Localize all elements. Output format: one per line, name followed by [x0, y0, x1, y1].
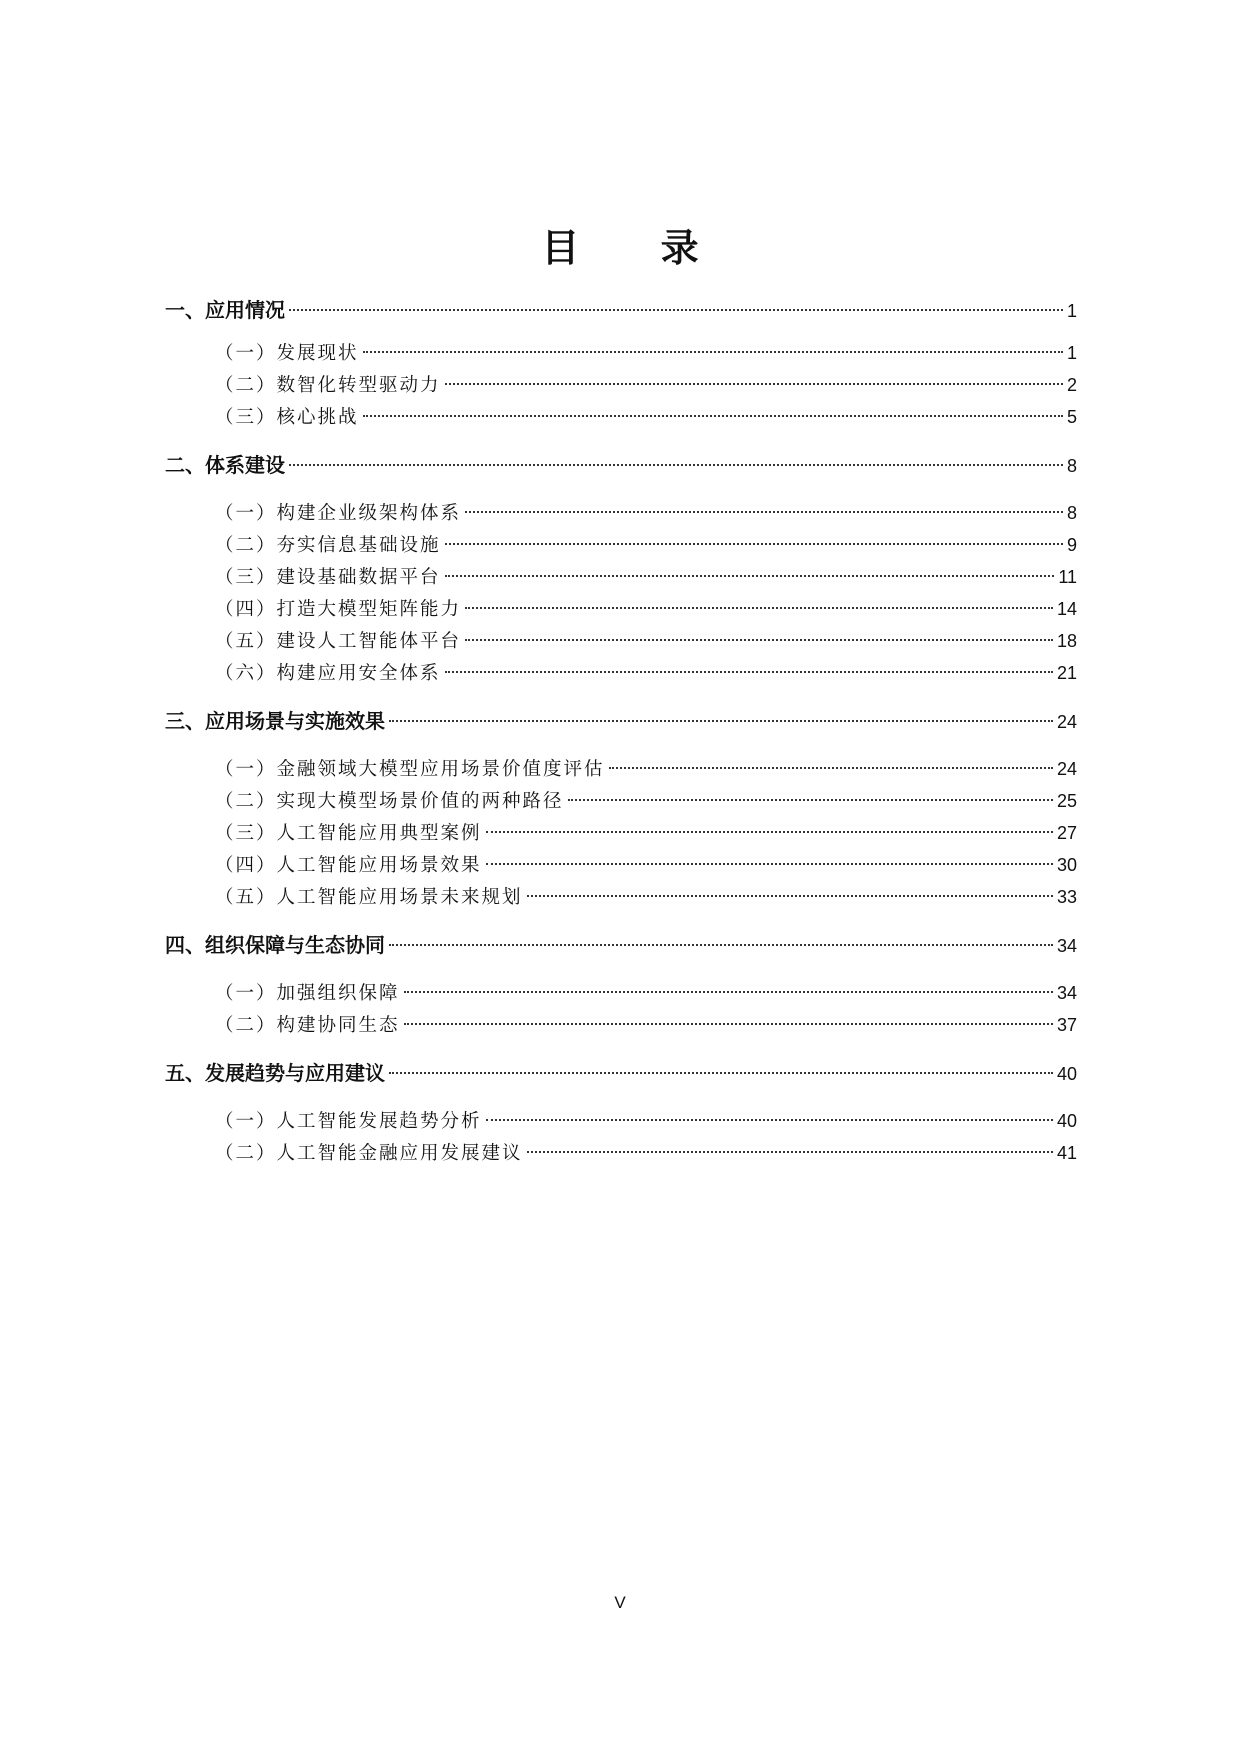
toc-section-5-2[interactable]	[215, 1139, 1077, 1167]
toc-chapter-4[interactable]	[165, 931, 1077, 959]
toc-entry-label: （二）夯实信息基础设施	[215, 535, 441, 556]
toc-entry-label: 二、体系建设	[165, 453, 285, 477]
toc-page-number: 40	[1056, 1064, 1077, 1084]
toc-dot-leader	[363, 351, 1063, 353]
toc-dot-leader	[527, 895, 1053, 897]
toc-section-2-2[interactable]	[215, 531, 1077, 559]
toc-page-number: 21	[1056, 663, 1077, 683]
toc-dot-leader	[486, 831, 1053, 833]
page-title: 目 录	[541, 226, 733, 270]
toc-page-number: 8	[1066, 503, 1077, 523]
toc-chapter-2[interactable]	[165, 451, 1077, 479]
toc-dot-leader	[289, 309, 1063, 311]
toc-dot-leader	[568, 799, 1053, 801]
toc-page-number: 33	[1056, 887, 1077, 907]
toc-page-number: 1	[1066, 343, 1077, 363]
toc-entry-label: （四）人工智能应用场景效果	[215, 855, 482, 876]
toc-page-number: 41	[1056, 1143, 1077, 1163]
toc-dot-leader	[465, 607, 1053, 609]
toc-page-number: 27	[1056, 823, 1077, 843]
toc-entry-label: （三）人工智能应用典型案例	[215, 823, 482, 844]
toc-page-number: 11	[1058, 567, 1077, 587]
toc-entry-label: （二）人工智能金融应用发展建议	[215, 1143, 523, 1164]
toc-dot-leader	[445, 671, 1053, 673]
toc-page-number: 5	[1066, 407, 1077, 427]
toc-dot-leader	[404, 991, 1053, 993]
toc-dot-leader	[389, 1072, 1053, 1074]
toc-dot-leader	[389, 720, 1053, 722]
toc-chapter-1[interactable]	[165, 296, 1077, 324]
toc-section-3-4[interactable]	[215, 851, 1077, 879]
toc-entry-label: 五、发展趋势与应用建议	[165, 1061, 385, 1085]
toc-section-2-5[interactable]	[215, 627, 1077, 655]
toc-entry-label: （三）核心挑战	[215, 407, 359, 428]
toc-dot-leader	[486, 1119, 1053, 1121]
toc-section-2-3[interactable]	[215, 563, 1077, 591]
toc-section-3-1[interactable]	[215, 755, 1077, 783]
toc-section-3-2[interactable]	[215, 787, 1077, 815]
toc-section-4-1[interactable]	[215, 979, 1077, 1007]
toc-dot-leader	[445, 575, 1055, 577]
footer-page-number: V	[614, 1593, 626, 1612]
toc-entry-label: （三）建设基础数据平台	[215, 567, 441, 588]
toc-section-5-1[interactable]	[215, 1107, 1077, 1135]
toc-section-2-1[interactable]	[215, 499, 1077, 527]
toc-dot-leader	[527, 1151, 1053, 1153]
toc-dot-leader	[609, 767, 1053, 769]
toc-dot-leader	[363, 415, 1063, 417]
toc-entry-label: （五）建设人工智能体平台	[215, 631, 462, 652]
toc-dot-leader	[389, 944, 1053, 946]
toc-section-2-4[interactable]	[215, 595, 1077, 623]
toc-page-number: 8	[1066, 456, 1077, 476]
toc-entry-label: （一）发展现状	[215, 343, 359, 364]
toc-page-number: 24	[1056, 712, 1077, 732]
toc-entry-label: （二）实现大模型场景价值的两种路径	[215, 791, 564, 812]
toc-section-3-3[interactable]	[215, 819, 1077, 847]
toc-page-number: 2	[1066, 375, 1077, 395]
toc-page-number: 18	[1056, 631, 1077, 651]
toc-section-2-6[interactable]	[215, 659, 1077, 687]
toc-entry-label: （一）人工智能发展趋势分析	[215, 1111, 482, 1132]
toc-dot-leader	[486, 863, 1053, 865]
toc-entry-label: （二）数智化转型驱动力	[215, 375, 441, 396]
toc-chapter-5[interactable]	[165, 1059, 1077, 1087]
toc-entry-label: （四）打造大模型矩阵能力	[215, 599, 462, 620]
toc-page-number: 1	[1066, 301, 1077, 321]
toc-section-1-2[interactable]	[215, 371, 1077, 399]
toc-dot-leader	[445, 543, 1063, 545]
toc-entry-label: （一）金融领域大模型应用场景价值度评估	[215, 759, 605, 780]
toc-entry-label: （六）构建应用安全体系	[215, 663, 441, 684]
toc-entry-label: 三、应用场景与实施效果	[165, 709, 385, 733]
toc-page-number: 25	[1056, 791, 1077, 811]
toc-page-number: 30	[1056, 855, 1077, 875]
toc-entry-label: （五）人工智能应用场景未来规划	[215, 887, 523, 908]
toc-dot-leader	[445, 383, 1063, 385]
toc-page-number: 40	[1056, 1111, 1077, 1131]
toc-page-number: 9	[1066, 535, 1077, 555]
toc-entry-label: （一）加强组织保障	[215, 983, 400, 1004]
toc-entry-label: （二）构建协同生态	[215, 1015, 400, 1036]
toc-page-number: 34	[1056, 983, 1077, 1003]
toc-entry-label: 四、组织保障与生态协同	[165, 933, 385, 957]
toc-dot-leader	[465, 511, 1063, 513]
toc-page-number: 34	[1056, 936, 1077, 956]
toc-section-1-3[interactable]	[215, 403, 1077, 431]
toc-dot-leader	[289, 464, 1063, 466]
toc-entry-label: 一、应用情况	[165, 298, 285, 322]
toc-section-4-2[interactable]	[215, 1011, 1077, 1039]
toc-dot-leader	[465, 639, 1053, 641]
toc-dot-leader	[404, 1023, 1053, 1025]
toc-page-number: 37	[1056, 1015, 1077, 1035]
toc-section-1-1[interactable]	[215, 339, 1077, 367]
toc-chapter-3[interactable]	[165, 707, 1077, 735]
toc-page-number: 24	[1056, 759, 1077, 779]
toc-section-3-5[interactable]	[215, 883, 1077, 911]
toc-entry-label: （一）构建企业级架构体系	[215, 503, 462, 524]
toc-page-number: 14	[1056, 599, 1077, 619]
